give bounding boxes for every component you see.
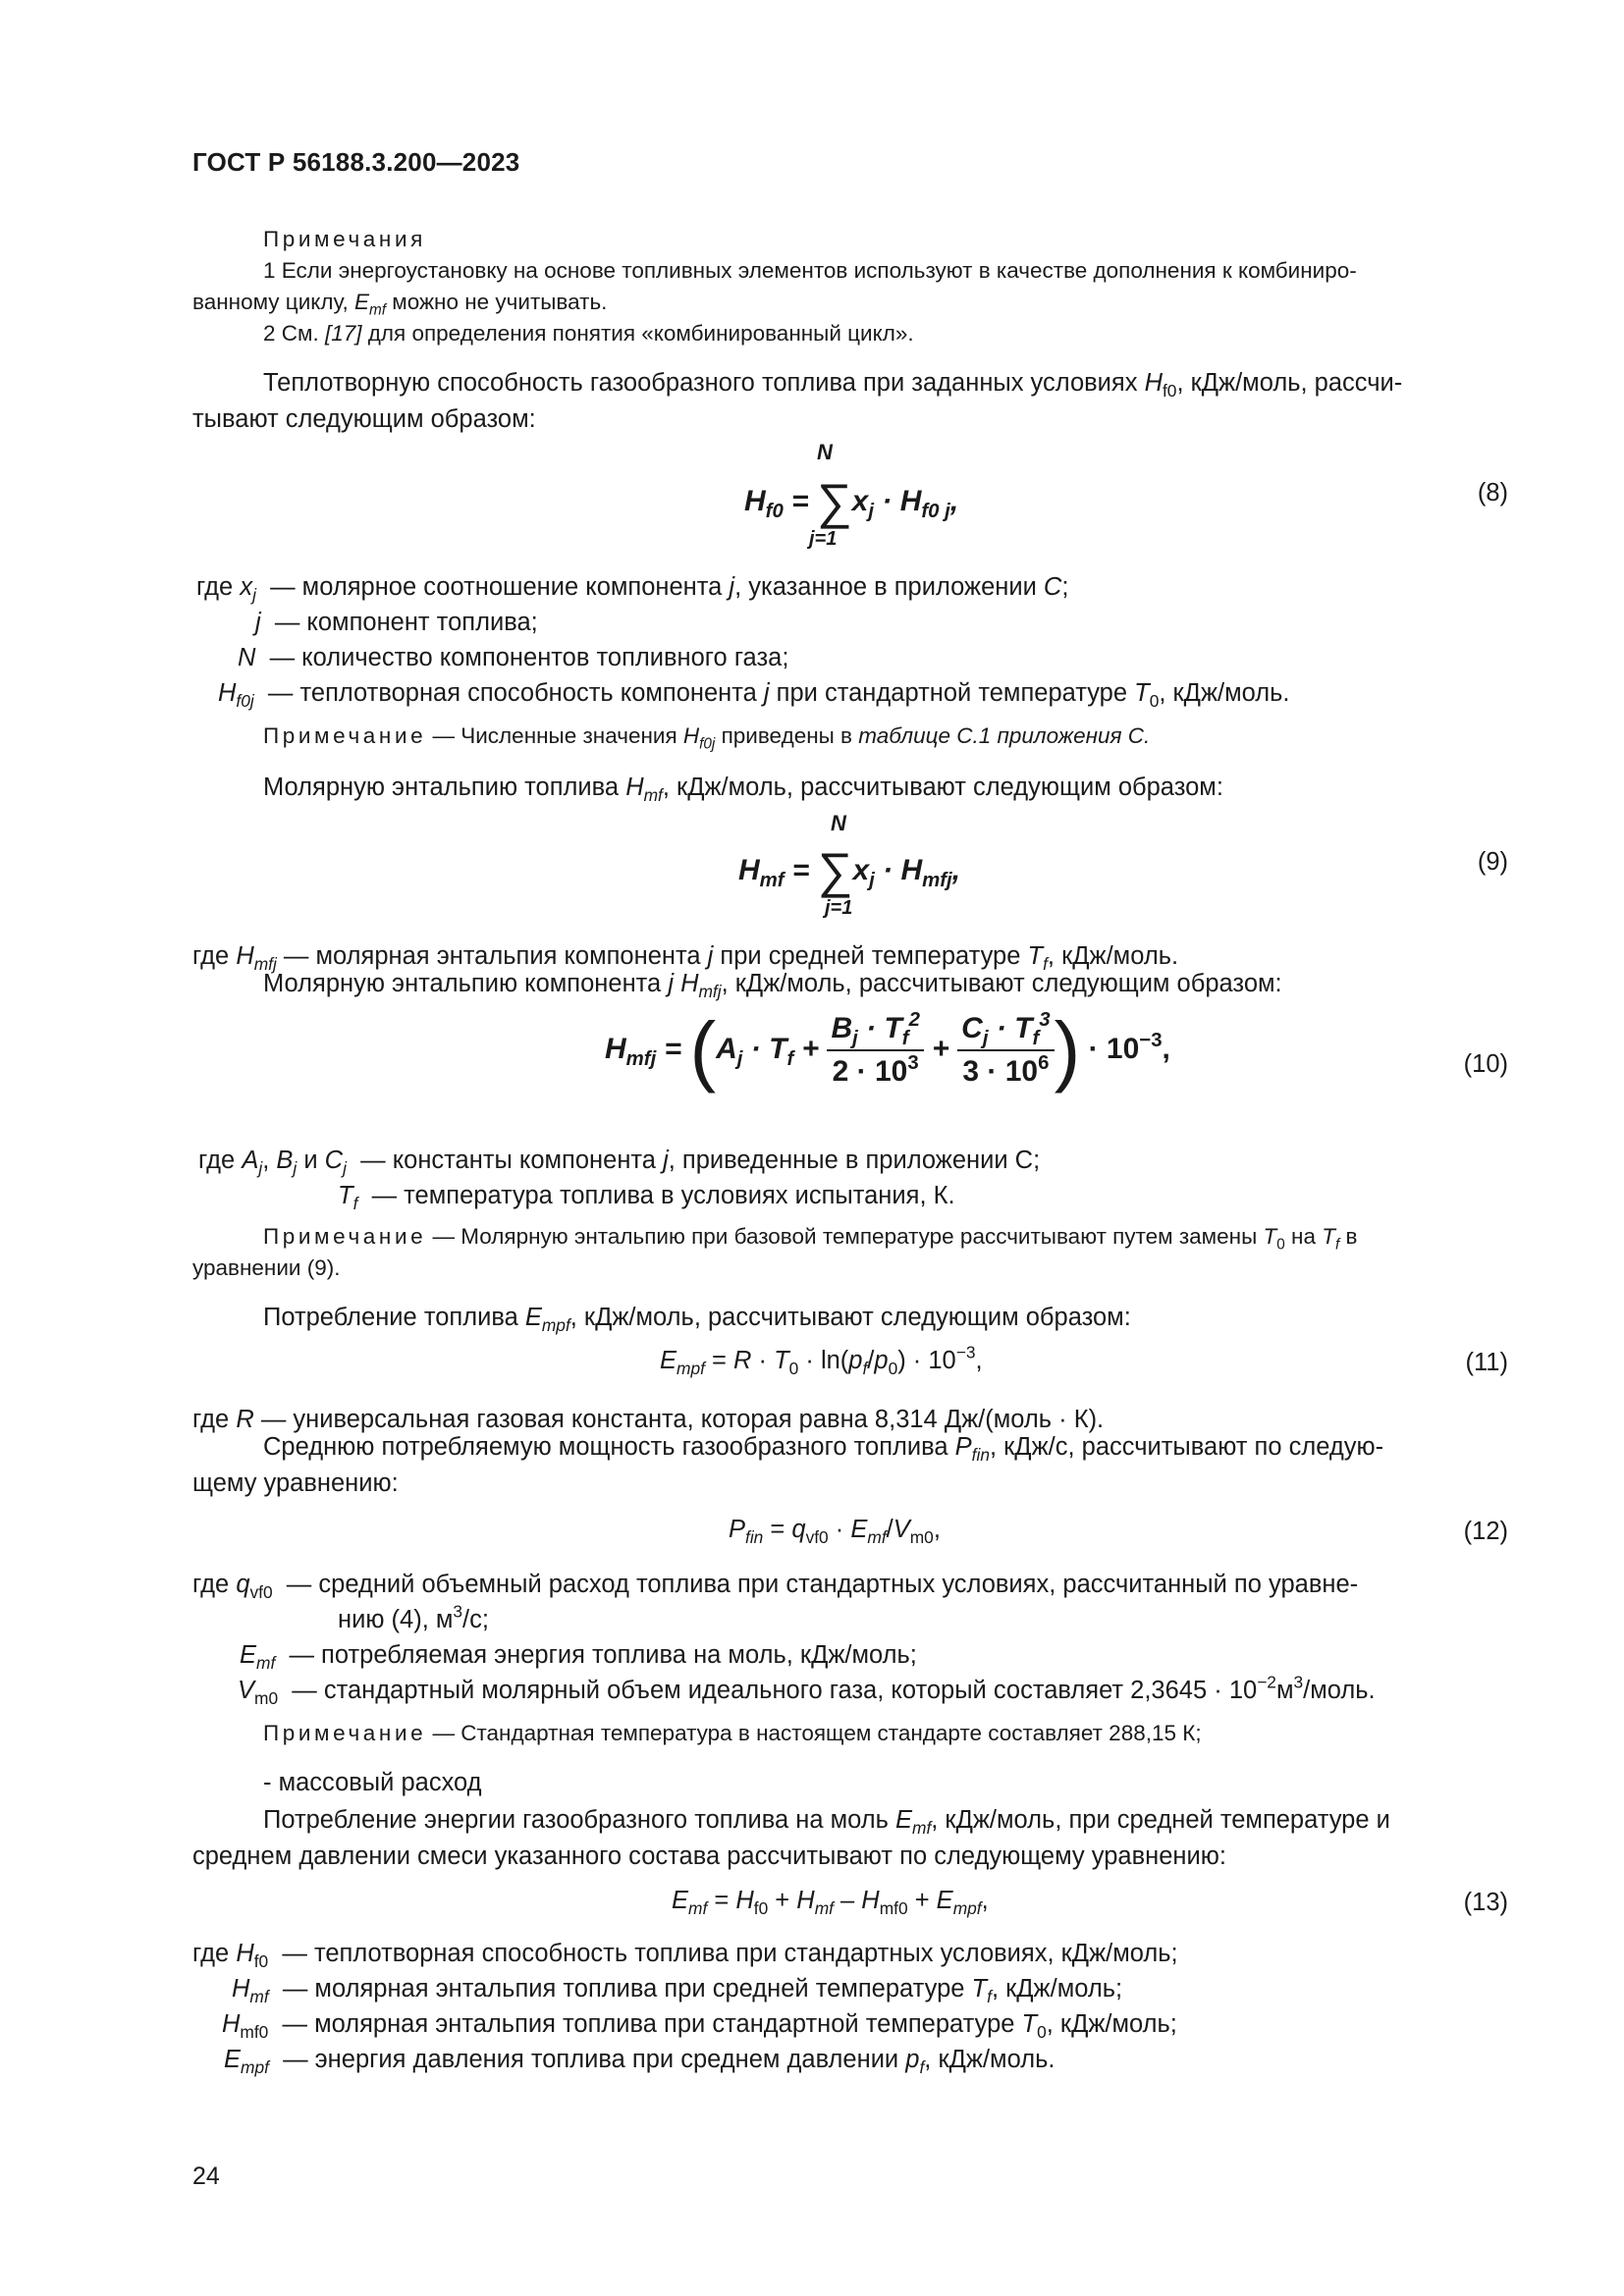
paragraph-5-line-2: щему уравнению: [192,1469,399,1497]
def-j: j — компонент топлива; [255,609,538,636]
paragraph-5-line-1: Среднюю потребляемую мощность газообразного топлива $P_{fin}$, кДж/с, рассчитывают по следую- [263,1433,1384,1466]
def-t-f: $T_f$ — температура топлива в условиях испытания, К. [338,1182,955,1214]
note-eq10-line-1: Примечание — Молярную энтальпию при базовой температуре рассчитывают путем замены $T_0$ на $T_f$ в [263,1224,1358,1254]
equation-11-number: (11) [1465,1349,1508,1376]
equation-8: $H_{f0} = \sum x_j \cdot H_{f0 j}$, [744,474,959,529]
paragraph-6-line-1: Потребление энергии газообразного топлива на моль $E_{mf}$, кДж/моль, при средней температуре и [263,1806,1390,1839]
def-n: N — количество компонентов топливного газа; [238,644,789,671]
eq9-sum-lower: j=1 [825,897,853,919]
eq8-sum-lower: j=1 [809,528,838,550]
def-h-mf0: $H_{mf0}$ — молярная энтальпия топлива при стандартной температуре $T_0$, кДж/моль; [222,2010,1177,2043]
note-eq12: Примечание — Стандартная температура в настоящем стандарте составляет 288,15 К; [263,1721,1202,1745]
def-x-j: где $x_j$ — молярное соотношение компонента j, указанное в приложении C; [196,573,1069,606]
def-abc-j: где $A_j$, $B_j$ и $C_j$ — константы компонента j, приведенные в приложении С; [198,1147,1041,1179]
def-h-f0j: $H_{f0j}$ — теплотворная способность компонента j при стандартной температуре $T_0$, кДж/моль. [218,679,1290,712]
equation-9-number: (9) [1477,848,1508,876]
note-2: 2 См. [17] для определения понятия «комбинированный цикл». [263,321,914,346]
equation-13: $E_{mf} = H_{f0} + H_{mf} - H_{mf0} + E_{mpf}$, [672,1887,989,1919]
note-eq8: Примечание — Численные значения $H_{f0j}$ приведены в таблице С.1 приложения С. [263,723,1151,753]
def-v-m0: $V_{m0}$ — стандартный молярный объем идеального газа, который составляет $2,3645 \cdot 10^{-2}м^3$/моль. [238,1672,1376,1709]
paragraph-1-line-2: тывают следующим образом: [192,405,536,433]
eq8-sum-upper: N [817,440,833,464]
def-h-f0: где $H_{f0}$ — теплотворная способность топлива при стандартных условиях, кДж/моль; [192,1940,1178,1972]
paragraph-2: Молярную энтальпию топлива $H_{mf}$, кДж/моль, рассчитывают следующим образом: [263,774,1223,806]
equation-10-number: (10) [1463,1050,1508,1078]
def-r: где R — универсальная газовая константа, которая равна 8,314 Дж/(моль · К). [192,1406,1105,1433]
eq9-sum-upper: N [831,811,846,835]
equation-10: $H_{mfj} = (A_j \cdot T_f$ + $\frac{B_j \cdot T_f^2}{2 \cdot 10^3}$ + $\frac{C_j \cdot T_f^3}{3 \cdot 10^6}$ ) · $10^{-3}$, [605,1006,1170,1094]
def-q-vf0: где $q_{vf0}$ — средний объемный расход топлива при стандартных условиях, рассчитанный по уравне- [192,1571,1359,1603]
page-number: 24 [192,2163,220,2190]
document-page [192,0,1508,2296]
note-eq10-line-2: уравнении (9). [192,1255,341,1280]
equation-12-number: (12) [1463,1518,1508,1545]
def-q-vf0-cont: нию (4), $м^3/с$; [338,1601,489,1633]
equation-11: $E_{mpf} = R \cdot T_0 \cdot \ln(p_f/p_0) \cdot 10^{-3}$, [660,1342,983,1379]
notes-title: Примечания [263,227,426,251]
note-1-line-2: ванному циклу, $E_{mf}$ можно не учитывать. [192,290,608,319]
paragraph-6-line-2: среднем давлении смеси указанного состава рассчитывают по следующему уравнению: [192,1842,1226,1870]
equation-12: $P_{fin} = q_{vf0} \cdot E_{mf}/V_{m0}$, [729,1516,941,1548]
mass-flow-label: - массовый расход [263,1769,482,1796]
equation-13-number: (13) [1463,1889,1508,1916]
equation-8-number: (8) [1477,479,1508,507]
standard-id: ГОСТ Р 56188.3.200—2023 [192,147,520,177]
def-h-mf: $H_{mf}$ — молярная энтальпия топлива при средней температуре $T_f$, кДж/моль; [232,1975,1123,2007]
paragraph-3: Молярную энтальпию компонента j $H_{mfj}$, кДж/моль, рассчитывают следующим образом: [263,970,1282,1002]
note-1-line-1: 1 Если энергоустановку на основе топливных элементов используют в качестве дополнения к комбиниро- [263,258,1357,283]
equation-9: $H_{mf} = \sum x_j \cdot H_{mfj}$, [738,843,961,898]
def-e-mpf: $E_{mpf}$ — энергия давления топлива при среднем давлении $p_f$, кДж/моль. [224,2046,1056,2078]
paragraph-4: Потребление топлива $E_{mpf}$, кДж/моль, рассчитывают следующим образом: [263,1304,1131,1336]
def-h-mfj: где $H_{mfj}$ — молярная энтальпия компонента j при средней температуре $T_f$, кДж/моль. [192,942,1179,975]
paragraph-1-line-1: Теплотворную способность газообразного топлива при заданных условиях $H_{f0}$, кДж/моль, рассчи- [263,369,1403,401]
def-e-mf: $E_{mf}$ — потребляемая энергия топлива на моль, кДж/моль; [240,1641,917,1674]
